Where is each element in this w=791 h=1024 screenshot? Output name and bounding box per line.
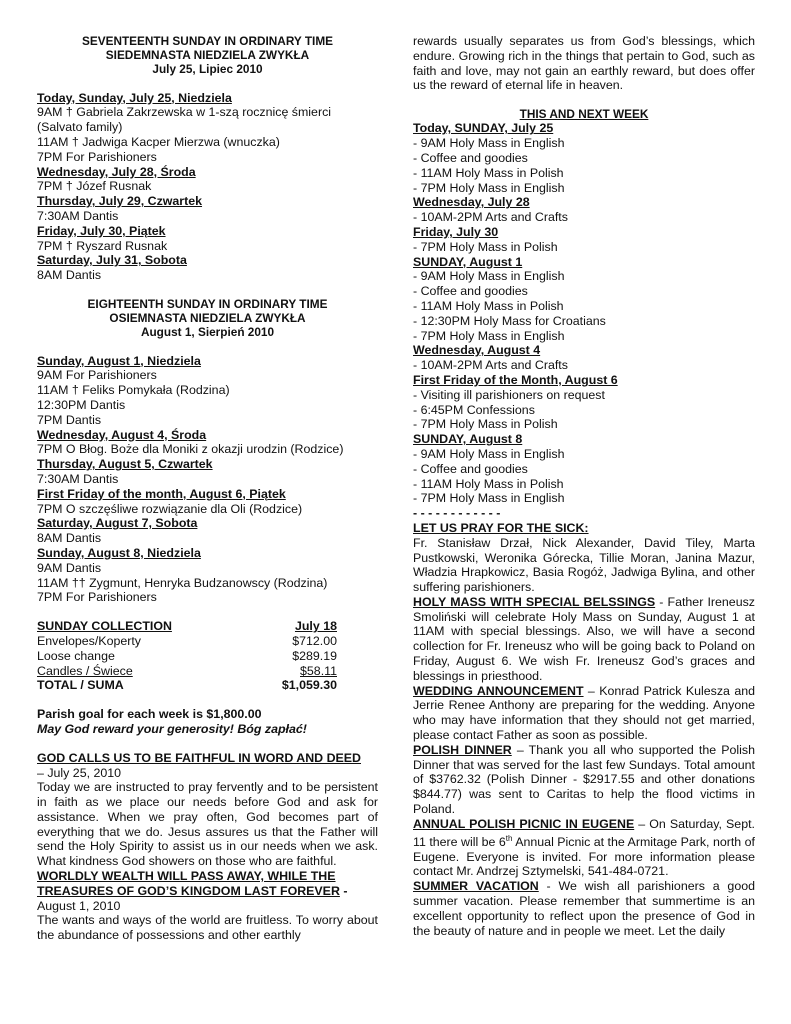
mass-intentions-week-1 [37, 91, 378, 283]
holy-mass-heading: HOLY MASS WITH SPECIAL BELSSINGS [413, 594, 656, 609]
schedule-day-heading: Friday, July 30, Piątek [37, 223, 166, 238]
schedule-entry: 7:30AM Dantis [37, 208, 119, 223]
schedule-entry: 7PM For Parishioners [37, 590, 157, 605]
schedule-day-heading: First Friday of the Month, August 6 [413, 372, 618, 387]
schedule-entry: - 12:30PM Holy Mass for Croatians [413, 313, 606, 328]
header-title-pl: SIEDEMNASTA NIEDZIELA ZWYKŁA [105, 48, 310, 63]
collection-row [37, 664, 337, 679]
wedding-heading: WEDDING ANNOUNCEMENT [413, 683, 584, 698]
schedule-day-heading: Sunday, August 8, Niedziela [37, 545, 201, 560]
summer-body: - We wish all parishioners a good summer vacation. Please remember that summertime is an excellent opportunity to reflect upon the presence of God in the beauty of nature and in people we meet. Let the daily [413, 879, 755, 938]
header-title-en: EIGHTEENTH SUNDAY IN ORDINARY TIME [87, 296, 328, 311]
schedule-day-heading: Saturday, August 7, Sobota [37, 516, 198, 531]
schedule-day-heading: Sunday, August 1, Niedziela [37, 353, 201, 368]
header-title-pl: OSIEMNASTA NIEDZIELA ZWYKŁA [109, 311, 306, 326]
schedule-entry: - 7PM Holy Mass in Polish [413, 239, 558, 254]
collection-heading: SUNDAY COLLECTION [37, 619, 172, 634]
schedule-entry: 12:30PM Dantis [37, 397, 126, 412]
schedule-entry: 7PM O szczęśliwe rozwiązanie dla Oli (Rodzice) [37, 501, 303, 516]
blessing-line: May God reward your generosity! Bóg zapłać! [37, 721, 307, 736]
schedule-entry: - Coffee and goodies [413, 150, 528, 165]
schedule-entry: - 9AM Holy Mass in English [413, 446, 565, 461]
schedule-entry: 8AM Dantis [37, 531, 102, 546]
parish-goal: Parish goal for each week is $1,800.00 [37, 707, 262, 722]
schedule-day-heading: Wednesday, August 4, Środa [37, 427, 207, 442]
article-2-dash: - [339, 883, 348, 898]
collection-label: Loose change [37, 648, 115, 663]
schedule-entry: - 11AM Holy Mass in Polish [413, 476, 564, 491]
article-1-body: Today we are instructed to pray fervently and to be persistent in faith as we place our needs before God and ask for assistance. When we pray often, God becomes part of everything that we do. Jesus assures us that the Father will send the Holy Spirity to assist us in our needs when we ask. What kindness God showers on those who are faithful. [37, 780, 378, 869]
wedding-notice [413, 684, 755, 743]
collection-total-amount: $1,059.30 [281, 678, 337, 693]
schedule-day-heading: Wednesday, August 4 [413, 343, 541, 358]
right-column [413, 34, 755, 938]
article-2-body: The wants and ways of the world are fruitless. To worry about the abundance of possessions and other earthly [37, 913, 378, 943]
header-date: August 1, Sierpień 2010 [140, 325, 275, 340]
schedule-day-heading: Thursday, July 29, Czwartek [37, 194, 203, 209]
picnic-notice [413, 817, 755, 879]
mass-intentions-week-2 [37, 354, 378, 606]
schedule-entry: 11AM †† Zygmunt, Henryka Budzanowscy (Rodzina) [37, 575, 328, 590]
holy-mass-notice [413, 595, 755, 684]
article-2-heading-block [37, 869, 378, 899]
summer-notice [413, 879, 755, 938]
collection-amount: $58.11 [300, 663, 337, 678]
picnic-sup: th [505, 833, 513, 843]
schedule-entry: 9AM † Gabriela Zakrzewska w 1-szą rocznicę śmierci [37, 105, 332, 120]
header-date: July 25, Lipiec 2010 [152, 62, 263, 77]
schedule-entry: 11AM † Feliks Pomykała (Rodzina) [37, 383, 230, 398]
article-2-heading: WORLDLY WEALTH WILL PASS AWAY, WHILE THE TREASURES OF GOD’S KINGDOM LAST FOREVER [37, 869, 340, 898]
collection-amount: $712.00 [292, 633, 337, 648]
schedule-entry: 7PM For Parishioners [37, 149, 157, 164]
collection-label: Envelopes/Koperty [37, 633, 142, 648]
schedule-entry: 9AM For Parishioners [37, 368, 157, 383]
sick-heading: LET US PRAY FOR THE SICK: [413, 520, 589, 535]
schedule-day-heading: SUNDAY, August 1 [413, 254, 523, 269]
schedule-entry: 7PM Dantis [37, 412, 102, 427]
schedule-entry: - 7PM Holy Mass in Polish [413, 417, 558, 432]
schedule-entry: 7PM O Błog. Boże dla Moniki z okazji urodzin (Rodzice) [37, 442, 344, 457]
collection-row [37, 649, 337, 664]
article-1-heading: GOD CALLS US TO BE FAITHFUL IN WORD AND DEED [37, 750, 361, 765]
schedule-entry: - 11AM Holy Mass in Polish [413, 298, 564, 313]
schedule-entry: 7PM † Józef Rusnak [37, 179, 152, 194]
schedule-day-heading: Today, SUNDAY, July 25 [413, 121, 554, 136]
sick-list: Fr. Stanisław Drzał, Nick Alexander, David Tiley, Marta Pustkowski, Weronika Górecka, Tillie Moran, Janina Mazur, Władzia Hrapkowicz, Basia Rogóż, Jadwiga Bylina, and other suffering parishioners. [413, 535, 755, 595]
article-2-date: August 1, 2010 [37, 898, 121, 913]
schedule-heading: THIS AND NEXT WEEK [519, 107, 649, 122]
header-title-en: SEVENTEENTH SUNDAY IN ORDINARY TIME [81, 34, 334, 48]
schedule-day-heading: Saturday, July 31, Sobota [37, 253, 187, 268]
schedule-day-heading: SUNDAY, August 8 [413, 432, 523, 447]
schedule-entry: - 7PM Holy Mass in English [413, 491, 565, 506]
schedule-day-heading: Wednesday, July 28, Środa [37, 164, 196, 179]
header-week-1 [37, 34, 378, 77]
separator: - - - - - - - - - - - - [413, 506, 501, 521]
polish-dinner-notice [413, 743, 755, 817]
schedule-entry: 9AM Dantis [37, 560, 102, 575]
left-column [37, 34, 378, 943]
article-2-continuation: rewards usually separates us from God’s blessings, which endure. Growing rich in the things that pertain to God, such as faith and love, may not gain an earthly reward, but does offer us the reward of eternal life in heaven. [413, 34, 755, 93]
schedule-entry: - 9AM Holy Mass in English [413, 136, 565, 151]
collection-amount: $289.19 [292, 648, 337, 663]
schedule-entry: - 10AM-2PM Arts and Crafts [413, 210, 568, 225]
schedule-entry: - 11AM Holy Mass in Polish [413, 165, 564, 180]
schedule-entry: 11AM † Jadwiga Kacper Mierzwa (wnuczka) [37, 135, 280, 149]
schedule-day-heading: Friday, July 30 [413, 224, 499, 239]
collection-label: Candles / Świece [37, 663, 133, 678]
polish-dinner-body: – Thank you all who supported the Polish Dinner that was served for the last few Sundays. Total amount of $3762.32 (Polish Dinner - $2917.55 and other donations $844.77) was sent to Caritas to help the flood victims in Poland. [413, 742, 755, 817]
schedule-entry: - Visiting ill parishioners on request [413, 387, 605, 402]
schedule-day-heading: Wednesday, July 28 [413, 195, 530, 210]
schedule-entry: - Coffee and goodies [413, 284, 528, 299]
collection-row [37, 634, 337, 649]
picnic-heading: ANNUAL POLISH PICNIC IN EUGENE [413, 816, 635, 831]
schedule-entry: - 6:45PM Confessions [413, 402, 535, 417]
schedule-day-heading: Today, Sunday, July 25, Niedziela [37, 90, 232, 105]
picnic-body-b: Annual Picnic at the Armitage Park, north of Eugene. Everyone is invited. For more information please contact Mr. Andrzej Sztymelski, 541-484-0721. [413, 834, 755, 879]
schedule-entry: - 9AM Holy Mass in English [413, 269, 565, 284]
schedule-entry: (Salvato family) [37, 120, 123, 135]
schedule-day-heading: First Friday of the month, August 6, Piątek [37, 486, 286, 501]
schedule-entry: - 7PM Holy Mass in English [413, 328, 565, 343]
article-1-date: – July 25, 2010 [37, 765, 122, 780]
wedding-body: – Konrad Patrick Kulesza and Jerrie Renee Anthony are preparing for the wedding. Anyone who may have information that they should not get married, please contact Father as soon as possible. [413, 683, 756, 743]
polish-dinner-heading: POLISH DINNER [413, 742, 512, 757]
collection-total-label: TOTAL / SUMA [37, 678, 124, 693]
holy-mass-body: - Father Ireneusz Smoliński will celebrate Holy Mass on Sunday, August 1 at 11AM with special blessings. Also, we will have a second collection for Fr. Ireneusz who will be going back to Poland on Friday, August 6. We wish Fr. Ireneusz God’s graces and blessings in priesthood. [413, 594, 755, 683]
schedule-entry: - 10AM-2PM Arts and Crafts [413, 358, 568, 373]
schedule-entry: - 7PM Holy Mass in English [413, 180, 565, 195]
picnic-body-a: – On Saturday, Sept. 11 there will be 6 [413, 816, 755, 849]
weekly-schedule [413, 121, 755, 521]
collection-date: July 18 [294, 619, 337, 634]
collection-total-row [37, 678, 337, 693]
schedule-entry: - Coffee and goodies [413, 461, 528, 476]
schedule-entry: 8AM Dantis [37, 268, 102, 283]
schedule-day-heading: Thursday, August 5, Czwartek [37, 457, 213, 472]
schedule-entry: 7PM † Ryszard Rusnak [37, 238, 168, 253]
schedule-entry: 7:30AM Dantis [37, 471, 119, 486]
summer-heading: SUMMER VACATION [413, 879, 539, 894]
collection-table [37, 619, 337, 693]
header-week-2 [37, 297, 378, 340]
